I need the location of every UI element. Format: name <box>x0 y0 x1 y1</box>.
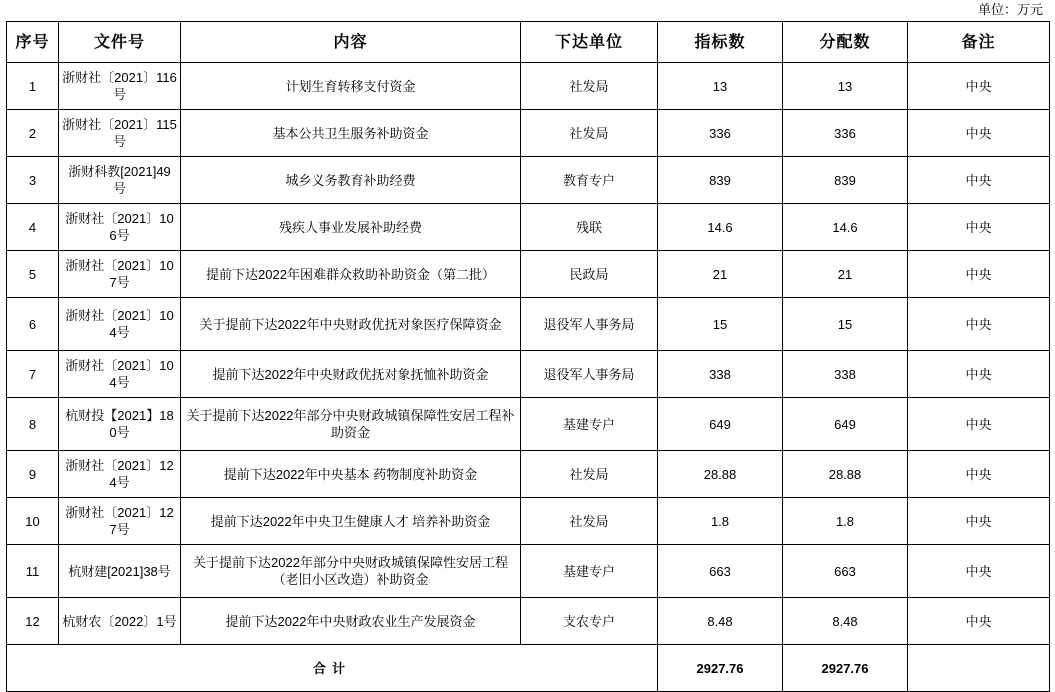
cell-unit: 基建专户 <box>521 545 658 598</box>
cell-quota: 28.88 <box>658 451 783 498</box>
cell-unit: 民政局 <box>521 251 658 298</box>
cell-allocated: 839 <box>783 157 908 204</box>
cell-content: 提前下达2022年中央卫生健康人才 培养补助资金 <box>181 498 521 545</box>
cell-unit: 基建专户 <box>521 398 658 451</box>
cell-unit: 教育专户 <box>521 157 658 204</box>
total-quota: 2927.76 <box>658 645 783 692</box>
cell-quota: 21 <box>658 251 783 298</box>
cell-quota: 15 <box>658 298 783 351</box>
cell-quota: 649 <box>658 398 783 451</box>
cell-note: 中央 <box>908 251 1050 298</box>
column-header-unit: 下达单位 <box>521 22 658 63</box>
column-header-quota: 指标数 <box>658 22 783 63</box>
cell-doc-no: 浙财社〔2021〕124号 <box>59 451 181 498</box>
cell-content: 提前下达2022年中央基本 药物制度补助资金 <box>181 451 521 498</box>
cell-unit: 退役军人事务局 <box>521 298 658 351</box>
cell-content: 关于提前下达2022年部分中央财政城镇保障性安居工程补助资金 <box>181 398 521 451</box>
cell-allocated: 336 <box>783 110 908 157</box>
cell-index: 9 <box>7 451 59 498</box>
cell-doc-no: 浙财社〔2021〕104号 <box>59 351 181 398</box>
cell-content: 提前下达2022年中央财政农业生产发展资金 <box>181 598 521 645</box>
cell-quota: 663 <box>658 545 783 598</box>
cell-note: 中央 <box>908 157 1050 204</box>
cell-quota: 839 <box>658 157 783 204</box>
table-row <box>7 451 1050 498</box>
cell-index: 8 <box>7 398 59 451</box>
budget-table <box>6 21 1050 692</box>
table-row <box>7 598 1050 645</box>
cell-note: 中央 <box>908 398 1050 451</box>
cell-doc-no: 浙财科教[2021]49号 <box>59 157 181 204</box>
cell-allocated: 338 <box>783 351 908 398</box>
cell-doc-no: 浙财社〔2021〕106号 <box>59 204 181 251</box>
cell-allocated: 28.88 <box>783 451 908 498</box>
total-allocated: 2927.76 <box>783 645 908 692</box>
cell-content: 提前下达2022年困难群众救助补助资金（第二批） <box>181 251 521 298</box>
table-row <box>7 251 1050 298</box>
cell-note: 中央 <box>908 598 1050 645</box>
column-header-doc-no: 文件号 <box>59 22 181 63</box>
cell-index: 11 <box>7 545 59 598</box>
cell-quota: 336 <box>658 110 783 157</box>
total-note <box>908 645 1050 692</box>
cell-doc-no: 浙财社〔2021〕116号 <box>59 63 181 110</box>
cell-allocated: 8.48 <box>783 598 908 645</box>
cell-unit: 支农专户 <box>521 598 658 645</box>
cell-doc-no: 浙财社〔2021〕107号 <box>59 251 181 298</box>
cell-unit: 社发局 <box>521 498 658 545</box>
table-row <box>7 545 1050 598</box>
total-row <box>7 645 1050 692</box>
cell-doc-no: 杭财农〔2022〕1号 <box>59 598 181 645</box>
cell-index: 3 <box>7 157 59 204</box>
cell-content: 基本公共卫生服务补助资金 <box>181 110 521 157</box>
cell-doc-no: 浙财社〔2021〕127号 <box>59 498 181 545</box>
header-row <box>7 22 1050 63</box>
table-row <box>7 157 1050 204</box>
cell-unit: 社发局 <box>521 63 658 110</box>
cell-note: 中央 <box>908 298 1050 351</box>
cell-doc-no: 杭财投【2021】180号 <box>59 398 181 451</box>
cell-allocated: 649 <box>783 398 908 451</box>
cell-doc-no: 浙财社〔2021〕104号 <box>59 298 181 351</box>
cell-unit: 社发局 <box>521 110 658 157</box>
table-footer <box>7 645 1050 692</box>
cell-doc-no: 杭财建[2021]38号 <box>59 545 181 598</box>
cell-index: 6 <box>7 298 59 351</box>
column-header-allocated: 分配数 <box>783 22 908 63</box>
table-row <box>7 63 1050 110</box>
table-row <box>7 351 1050 398</box>
table-row <box>7 398 1050 451</box>
cell-index: 4 <box>7 204 59 251</box>
cell-content: 关于提前下达2022年部分中央财政城镇保障性安居工程（老旧小区改造）补助资金 <box>181 545 521 598</box>
cell-allocated: 1.8 <box>783 498 908 545</box>
cell-allocated: 15 <box>783 298 908 351</box>
total-label: 合计 <box>7 645 658 692</box>
cell-note: 中央 <box>908 351 1050 398</box>
cell-allocated: 663 <box>783 545 908 598</box>
unit-note: 单位：万元 <box>977 2 1043 17</box>
cell-index: 7 <box>7 351 59 398</box>
cell-unit: 退役军人事务局 <box>521 351 658 398</box>
cell-quota: 8.48 <box>658 598 783 645</box>
cell-index: 5 <box>7 251 59 298</box>
cell-content: 城乡义务教育补助经费 <box>181 157 521 204</box>
cell-allocated: 13 <box>783 63 908 110</box>
cell-index: 1 <box>7 63 59 110</box>
cell-content: 残疾人事业发展补助经费 <box>181 204 521 251</box>
cell-quota: 338 <box>658 351 783 398</box>
cell-allocated: 21 <box>783 251 908 298</box>
column-header-note: 备注 <box>908 22 1050 63</box>
cell-note: 中央 <box>908 63 1050 110</box>
table-row <box>7 298 1050 351</box>
column-header-content: 内容 <box>181 22 521 63</box>
cell-note: 中央 <box>908 204 1050 251</box>
cell-content: 计划生育转移支付资金 <box>181 63 521 110</box>
cell-quota: 14.6 <box>658 204 783 251</box>
cell-index: 2 <box>7 110 59 157</box>
table-row <box>7 498 1050 545</box>
cell-note: 中央 <box>908 545 1050 598</box>
cell-allocated: 14.6 <box>783 204 908 251</box>
column-header-index: 序号 <box>7 22 59 63</box>
cell-note: 中央 <box>908 498 1050 545</box>
cell-index: 10 <box>7 498 59 545</box>
table-header <box>7 22 1050 63</box>
cell-unit: 社发局 <box>521 451 658 498</box>
cell-note: 中央 <box>908 110 1050 157</box>
cell-quota: 13 <box>658 63 783 110</box>
cell-index: 12 <box>7 598 59 645</box>
table-row <box>7 110 1050 157</box>
cell-quota: 1.8 <box>658 498 783 545</box>
cell-doc-no: 浙财社〔2021〕115号 <box>59 110 181 157</box>
cell-unit: 残联 <box>521 204 658 251</box>
cell-note: 中央 <box>908 451 1050 498</box>
table-body <box>7 63 1050 645</box>
table-row <box>7 204 1050 251</box>
cell-content: 关于提前下达2022年中央财政优抚对象医疗保障资金 <box>181 298 521 351</box>
cell-content: 提前下达2022年中央财政优抚对象抚恤补助资金 <box>181 351 521 398</box>
